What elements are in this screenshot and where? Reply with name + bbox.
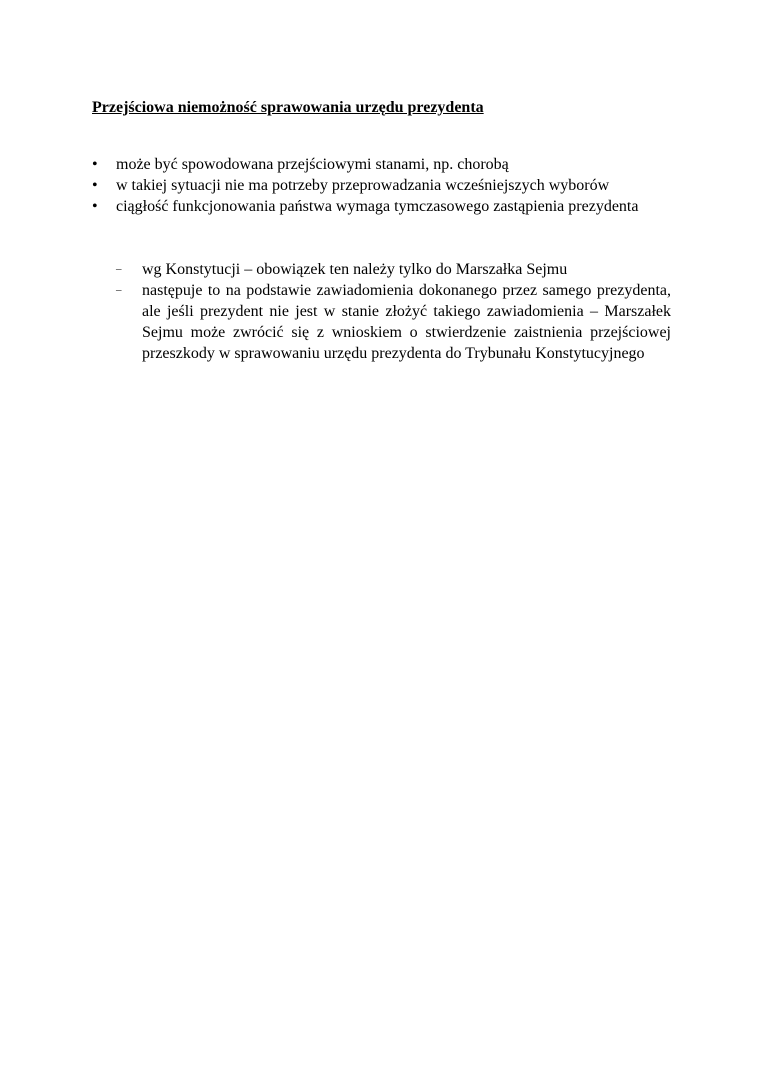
bullet-list — [92, 154, 671, 217]
dash-icon: – — [116, 263, 122, 275]
bullet-icon: • — [92, 156, 98, 173]
bullet-icon: • — [92, 198, 98, 215]
document-title: Przejściowa niemożność sprawowania urzędu prezydenta — [92, 99, 484, 116]
dash-item — [116, 259, 671, 280]
dash-list — [116, 259, 671, 364]
bullet-item — [92, 175, 671, 196]
bullet-text: ciągłość funkcjonowania państwa wymaga tymczasowego zastąpienia prezydenta — [116, 198, 639, 215]
dash-text: następuje to na podstawie zawiadomienia dokonanego przez samego prezydenta, ale jeśli prezydent nie jest w stanie złożyć takiego zawiadomienia – Marszałek Sejmu może zwrócić się z wnioskiem o stwierdzenie zaistnienia przejściowej przeszkody w sprawowaniu urzędu prezydenta do Trybunału Konstytucyjnego — [142, 282, 671, 362]
bullet-icon: • — [92, 177, 98, 194]
bullet-item — [92, 196, 671, 217]
dash-icon: – — [116, 284, 122, 296]
bullet-text: może być spowodowana przejściowymi stanami, np. chorobą — [116, 156, 509, 173]
dash-text: wg Konstytucji – obowiązek ten należy tylko do Marszałka Sejmu — [142, 261, 568, 278]
bullet-text: w takiej sytuacji nie ma potrzeby przeprowadzania wcześniejszych wyborów — [116, 177, 610, 194]
bullet-item — [92, 154, 671, 175]
dash-item — [116, 280, 671, 364]
